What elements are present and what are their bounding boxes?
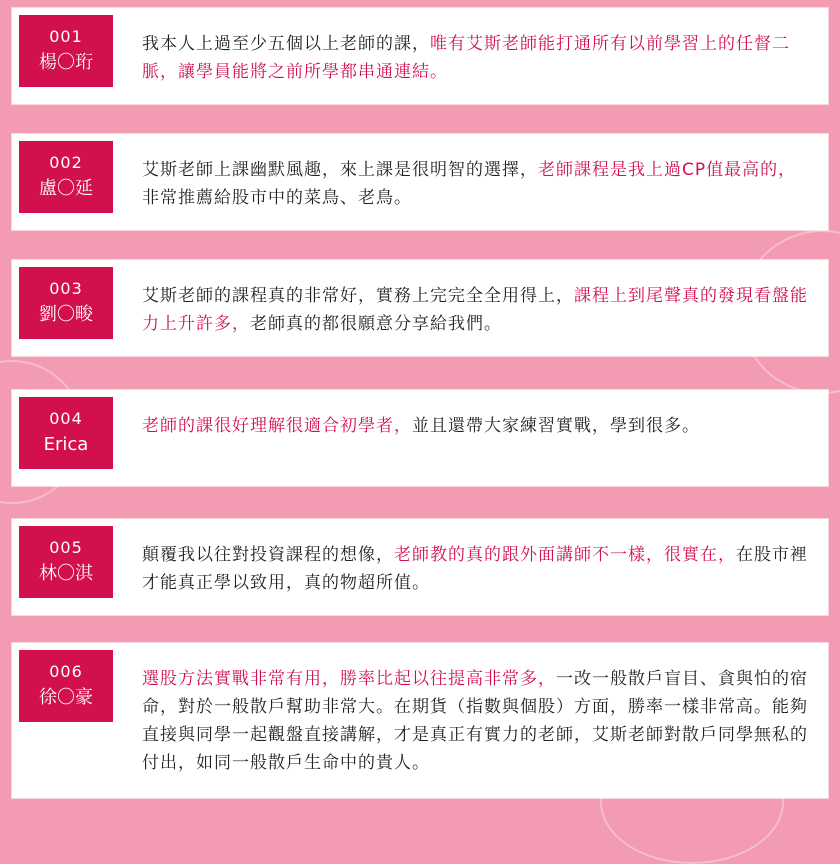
testimonial-number: 006 (49, 662, 83, 681)
testimonial-card (12, 519, 828, 615)
body-text: 顛覆我以往對投資課程的想像， (142, 545, 394, 565)
testimonial-author: 徐〇豪 (39, 687, 93, 708)
body-text: 老師真的都很願意分享給我們。 (250, 314, 502, 334)
testimonial-badge (19, 397, 113, 469)
body-text: 一改一般散戶盲目、貪與怕的宿命，對於一般散戶幫助非常大。在期貨（指數與個股）方面，勝率一樣非常高。能夠直接與同學一起觀盤直接講解，才是真正有實力的老師，艾斯老師對散戶同學無私的付出，如同一般散戶生命中的貴人。 (142, 669, 808, 773)
highlighted-text: 老師教的真的跟外面講師不一樣，很實在， (394, 545, 736, 565)
testimonial-author: 劉〇畯 (39, 304, 93, 325)
testimonial-card (12, 134, 828, 230)
highlighted-text: 唯有艾斯老師能打通所有以前學習上的任督二脈，讓學員能將之前所學都串通連結。 (142, 34, 790, 82)
testimonial-text (142, 156, 810, 212)
body-text: 非常推薦給股市中的菜鳥、老鳥。 (142, 188, 412, 208)
highlighted-text: 老師的課很好理解很適合初學者， (142, 416, 412, 436)
testimonial-text (142, 30, 810, 86)
testimonial-author: Erica (43, 434, 89, 455)
highlighted-text: 課程上到尾聲真的發現看盤能力上升許多， (142, 286, 808, 334)
testimonial-badge (19, 141, 113, 213)
testimonial-card (12, 260, 828, 356)
testimonial-text (142, 412, 810, 440)
testimonial-number: 003 (49, 279, 83, 298)
testimonial-badge (19, 15, 113, 87)
testimonial-author: 林〇淇 (39, 563, 93, 584)
testimonial-number: 004 (49, 409, 83, 428)
testimonial-text (142, 282, 810, 338)
testimonial-card (12, 643, 828, 798)
testimonial-card (12, 390, 828, 486)
testimonial-author: 盧〇延 (39, 178, 93, 199)
highlighted-text: 選股方法實戰非常有用，勝率比起以往提高非常多， (142, 669, 556, 689)
body-text: 在股市裡才能真正學以致用，真的物超所值。 (142, 545, 808, 593)
body-text: 艾斯老師的課程真的非常好，實務上完完全全用得上， (142, 286, 574, 306)
body-text: 艾斯老師上課幽默風趣，來上課是很明智的選擇， (142, 160, 538, 180)
body-text: 並且還帶大家練習實戰，學到很多。 (412, 416, 700, 436)
testimonial-number: 001 (49, 27, 83, 46)
testimonial-card (12, 8, 828, 104)
testimonial-text (142, 665, 810, 777)
testimonial-text (142, 541, 810, 597)
testimonial-badge (19, 526, 113, 598)
testimonial-badge (19, 267, 113, 339)
testimonial-number: 005 (49, 538, 83, 557)
testimonial-number: 002 (49, 153, 83, 172)
body-text: 我本人上過至少五個以上老師的課， (142, 34, 430, 54)
testimonial-author: 楊〇珩 (39, 52, 93, 73)
testimonial-badge (19, 650, 113, 722)
highlighted-text: 老師課程是我上過CP值最高的， (538, 160, 797, 180)
